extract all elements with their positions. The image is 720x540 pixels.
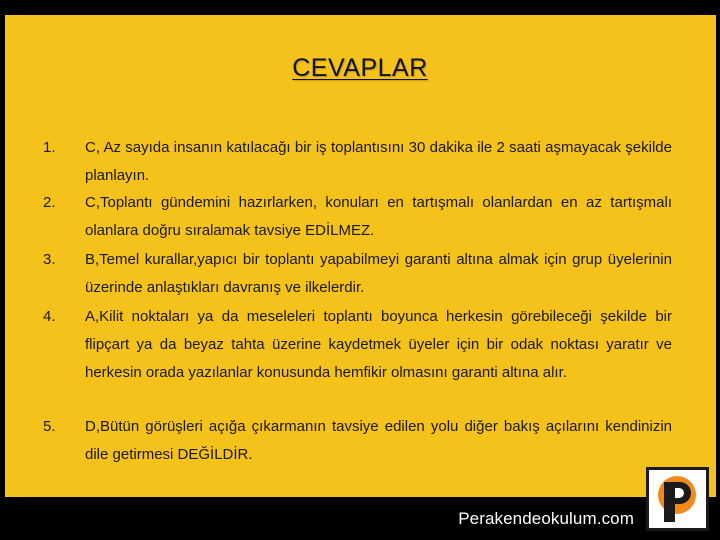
item-number: 2. [43, 194, 56, 211]
item-number: 5. [43, 418, 56, 435]
item-text: A,Kilit noktaları ya da meseleleri toplantı boyunca herkesin görebileceği şekilde bir flipçart ya da beyaz tahta üzerine kaydetmek üyeler için bir odak noktası yaratır ve herkesin orada yazılanlar konusunda hemfikir olmasını garanti altına alır. [85, 308, 672, 381]
item-text: C, Az sayıda insanın katılacağı bir iş toplantısını 30 dakika ile 2 saati aşmayacak şekilde planlayın. [85, 139, 672, 184]
item-number: 1. [43, 139, 56, 156]
item-text: D,Bütün görüşleri açığa çıkarmanın tavsiye edilen yolu diğer bakış açılarını kendinizin dile getirmesi DEĞİLDİR. [85, 418, 672, 463]
item-text: C,Toplantı gündemini hazırlarken, konuları en tartışmalı olanlardan en az tartışmalı olanlara doğru sıralamak tavsiye EDİLMEZ. [85, 194, 672, 239]
p-logo-icon [646, 467, 709, 531]
p-logo-graphic [649, 470, 706, 528]
item-number: 4. [43, 308, 56, 325]
site-name[interactable]: Perakendeokulum.com [458, 509, 634, 528]
item-text: B,Temel kurallar,yapıcı bir toplantı yapabilmeyi garanti altına almak için grup üyelerinin üzerinde anlaştıkları davranış ve ilkelerdir. [85, 251, 672, 296]
item-number: 3. [43, 251, 56, 268]
page-title: CEVAPLAR [292, 54, 428, 82]
